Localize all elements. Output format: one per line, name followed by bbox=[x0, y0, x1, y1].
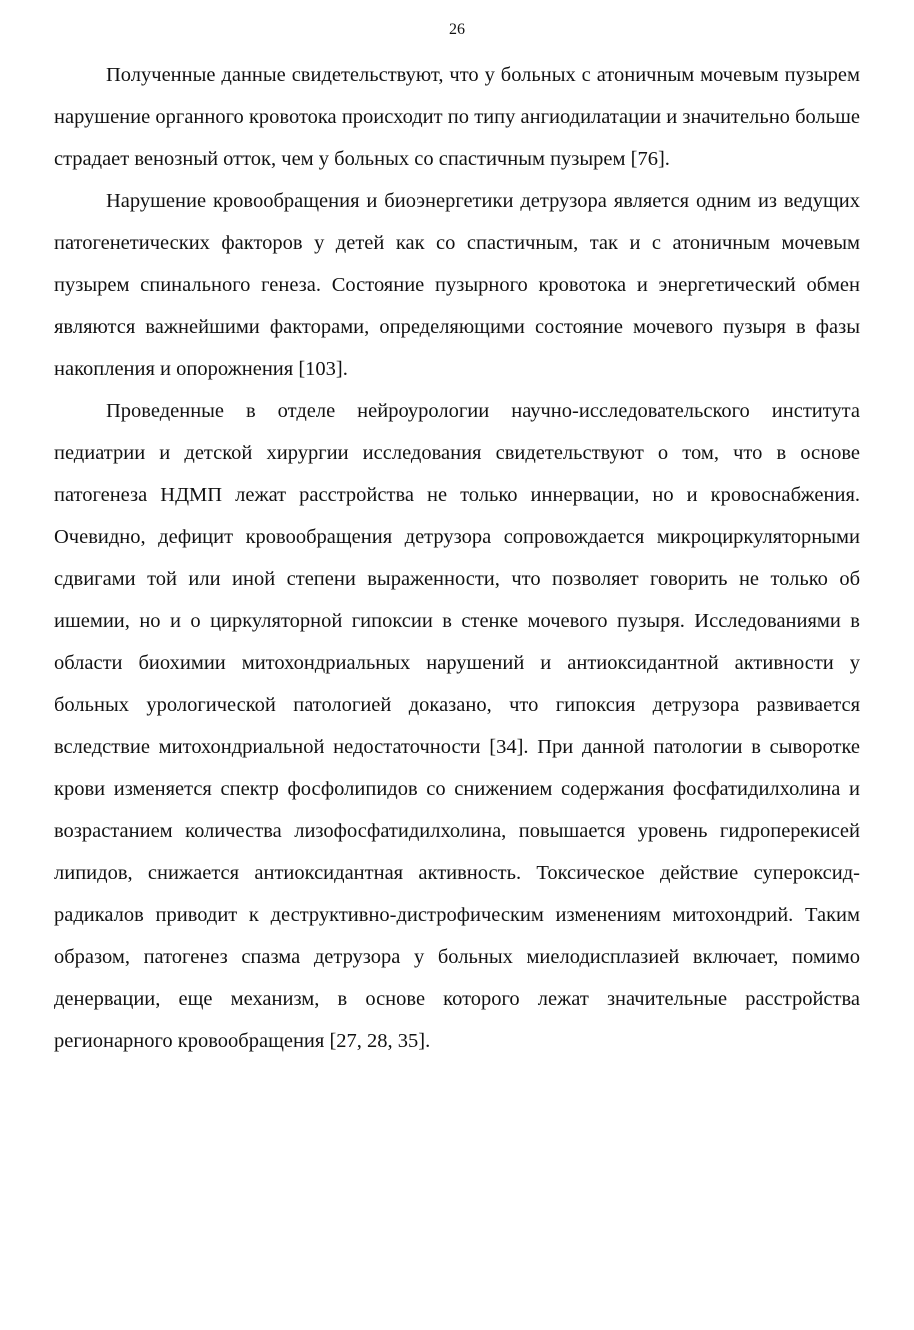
page-number: 26 bbox=[449, 21, 465, 38]
paragraph-3: Проведенные в отделе нейроурологии научно-исследовательского института педиатрии и детской хирургии исследования свидетельствуют о том, что в основе патогенеза НДМП лежат расстройства не только иннервации, но и кровоснабжения. Очевидно, дефицит кровообращения детрузора сопровождается микроциркуляторными сдвигами той или иной степени выраженности, что позволяет говорить не только об ишемии, но и о циркуляторной гипоксии в стенке мочевого пузыря. Исследованиями в области биохимии митохондриальных нарушений и антиоксидантной активности у больных урологической патологией доказано, что гипоксия детрузора развивается вследствие митохондриальной недостаточности [34]. При данной патологии в сыворотке крови изменяется спектр фосфолипидов со снижением содержания фосфатидилхолина и возрастанием количества лизофосфатидилхолина, повышается уровень гидроперекисей липидов, снижается антиоксидантная активность. Токсическое действие супероксид-радикалов приводит к деструктивно-дистрофическим изменениям митохондрий. Таким образом, патогенез спазма детрузора у больных миелодисплазией включает, помимо денервации, еще механизм, в основе которого лежат значительные расстройства регионарного кровообращения [27, 28, 35]. bbox=[54, 400, 860, 1052]
paragraph-2: Нарушение кровообращения и биоэнергетики детрузора является одним из ведущих патогенетических факторов у детей как со спастичным, так и с атоничным мочевым пузырем спинального генеза. Состояние пузырного кровотока и энергетический обмен являются важнейшими факторами, определяющими состояние мочевого пузыря в фазы накопления и опорожнения [103]. bbox=[54, 190, 860, 380]
paragraph-1: Полученные данные свидетельствуют, что у больных с атоничным мочевым пузырем нарушение органного кровотока происходит по типу ангиодилатации и значительно больше страдает венозный отток, чем у больных со спастичным пузырем [76]. bbox=[54, 64, 860, 170]
document-body bbox=[54, 54, 860, 1062]
